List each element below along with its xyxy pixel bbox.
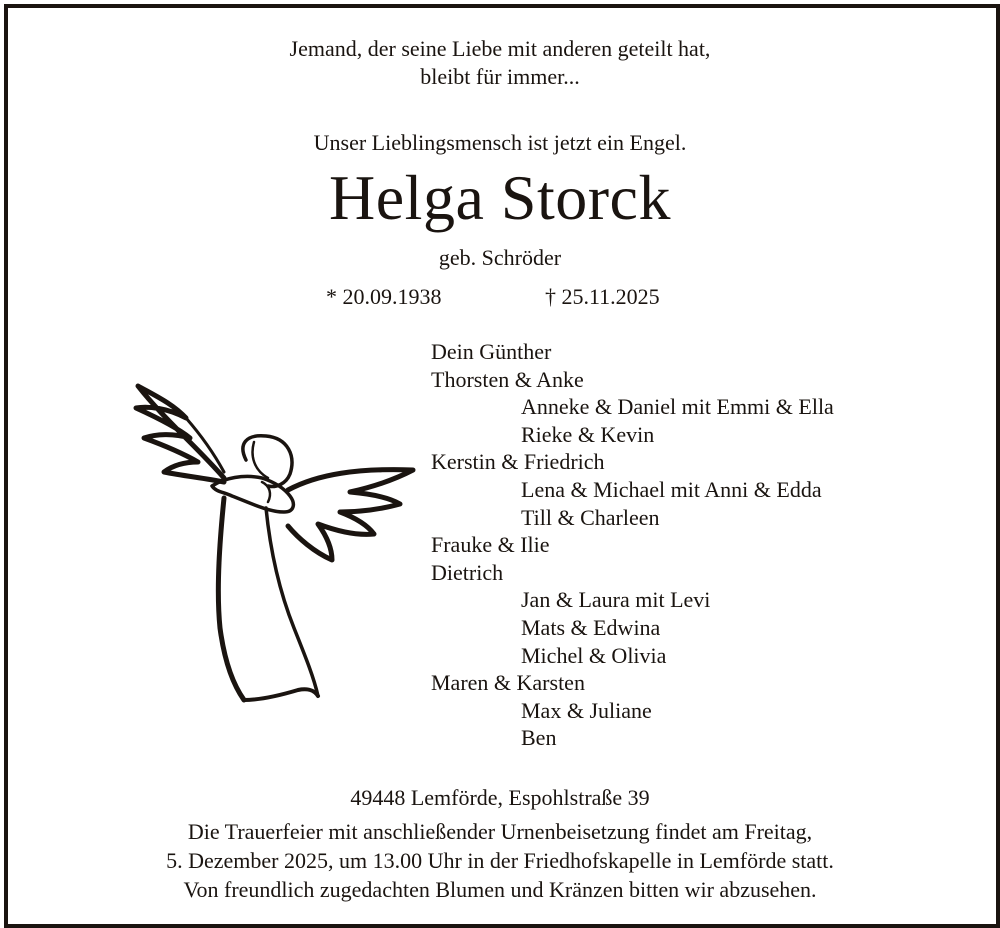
mourner-entry: Jan & Laura mit Levi xyxy=(521,587,711,613)
angel-icon xyxy=(128,378,428,708)
mourner-entry: Frauke & Ilie xyxy=(431,532,550,558)
address: 49448 Lemförde, Espohlstraße 39 xyxy=(350,785,650,810)
mourner-entry: Lena & Michael mit Anni & Edda xyxy=(521,476,822,502)
mourner-entry: Max & Juliane xyxy=(521,697,652,723)
mourner-entry: Rieke & Kevin xyxy=(521,421,655,447)
mourner-entry: Thorsten & Anke xyxy=(431,366,584,392)
mourner-entry: Till & Charleen xyxy=(521,504,660,530)
deceased-name: Helga Storck xyxy=(329,162,671,233)
ceremony-info xyxy=(0,817,1000,875)
mourner-entry: Kerstin & Friedrich xyxy=(431,449,605,475)
flowers-note: Von freundlich zugedachten Blumen und Kränzen bitten wir abzusehen. xyxy=(183,877,817,902)
intro-text: Unser Lieblingsmensch ist jetzt ein Engel. xyxy=(313,130,687,155)
death-date: † 25.11.2025 xyxy=(545,284,660,309)
mourner-entry: Maren & Karsten xyxy=(431,670,585,696)
mourner-entry: Ben xyxy=(521,725,557,751)
mourner-entry: Mats & Edwina xyxy=(521,614,661,640)
mourner-entry: Michel & Olivia xyxy=(521,642,667,668)
mourner-entry: Dein Günther xyxy=(431,339,552,364)
quote-line: bleibt für immer... xyxy=(420,64,580,89)
mourner-entry: Anneke & Daniel mit Emmi & Ella xyxy=(521,394,834,420)
ceremony-line: 5. Dezember 2025, um 13.00 Uhr in der Friedhofskapelle in Lemförde statt. xyxy=(166,848,834,873)
mourners-list xyxy=(431,338,834,752)
birth-date: * 20.09.1938 xyxy=(326,284,442,309)
quote-line: Jemand, der seine Liebe mit anderen geteilt hat, xyxy=(289,36,711,61)
ceremony-line: Die Trauerfeier mit anschließender Urnenbeisetzung findet am Freitag, xyxy=(187,819,813,844)
mourner-entry: Dietrich xyxy=(431,559,504,585)
maiden-name: geb. Schröder xyxy=(438,245,562,270)
quote xyxy=(0,35,1000,91)
